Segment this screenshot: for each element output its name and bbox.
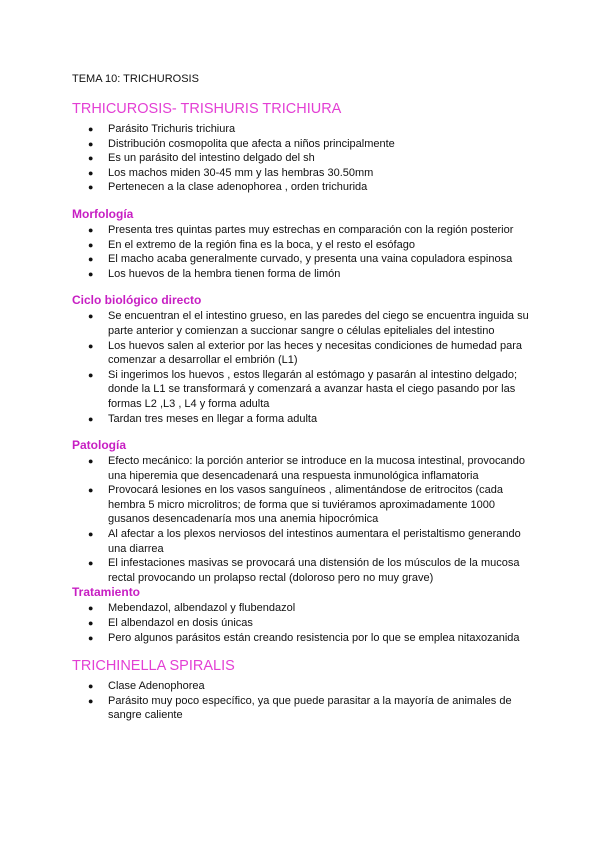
section-heading-morfologia: Morfología [72,206,134,221]
list-item: ● Parásito Trichuris trichiura [88,123,236,135]
list-item: ● Provocará lesiones en los vasos sanguíneos , alimentándose de eritrocitos (cada hembra 5 micro microlitros; de forma que si tuviéramos aproximadamente 1000 gusanos desencadenaría mos una anemia hipocrómica [88,484,504,526]
list-patologia [72,454,532,585]
bullet-icon: ● [88,239,94,250]
list-item: ● Los huevos de la hembra tienen forma de limón [88,267,341,280]
list-ciclo-biologico [72,309,532,426]
list-item: ● Mebendazol, albendazol y flubendazol [88,602,296,615]
bullet-icon: ● [88,340,94,351]
document-content [72,100,532,723]
document-title: TEMA 10: TRICHUROSIS [72,73,199,85]
list-item: ● En el extremo de la región fina es la boca, y el resto el esófago [88,238,415,251]
section-heading-trichurosis: TRHICUROSIS- TRISHURIS TRICHIURA [72,101,342,117]
list-tratamiento [72,601,532,645]
bullet-icon: ● [88,268,94,279]
bullet-icon: ● [88,529,94,540]
bullet-icon: ● [88,695,94,706]
section-heading-tratamiento: Tratamiento [72,585,141,600]
list-item: ● El albendazol en dosis únicas [88,617,253,630]
list-trichurosis [72,122,532,195]
list-item: ● El infestaciones masivas se provocará una distensión de los músculos de la mucosa rectal provocando un prolapso rectal (doloroso pero no muy grave) [88,557,520,584]
bullet-icon: ● [88,558,94,569]
bullet-icon: ● [88,311,94,322]
bullet-icon: ● [88,632,94,643]
bullet-icon: ● [88,681,94,692]
section-heading-trichinella: TRICHINELLA SPIRALIS [72,658,235,675]
list-item: ● Tardan tres meses en llegar a forma adulta [88,412,318,425]
bullet-icon: ● [88,254,94,265]
list-item: ● Parásito muy poco específico, ya que puede parasitar a la mayoría de animales de sangre caliente [88,694,512,722]
list-item: ● Al afectar a los plexos nerviosos del intestinos aumentara el peristaltismo generando una diarrea [88,528,521,555]
bullet-icon: ● [88,224,94,235]
bullet-icon: ● [88,167,94,178]
bullet-icon: ● [88,413,94,424]
list-item: ● Distribución cosmopolita que afecta a niños principalmente [88,137,395,150]
list-item: ● Es un parásito del intestino delgado del sh [88,152,315,165]
list-trichinella [72,679,532,723]
list-item: ● Se encuentran el el intestino grueso, en las paredes del ciego se encuentra inguida su parte anterior y comienzan a succionar sangre o células epiteliales del intestino [88,310,529,337]
list-item: ● Presenta tres quintas partes muy estrechas en comparación con la región posterior [88,223,514,236]
bullet-icon: ● [88,182,94,193]
bullet-icon: ● [88,456,94,467]
bullet-icon: ● [88,369,94,380]
bullet-icon: ● [88,124,94,134]
section-heading-patologia: Patología [72,438,127,453]
bullet-icon: ● [88,485,94,496]
bullet-icon: ● [88,138,94,149]
section-heading-ciclo-biologico: Ciclo biológico directo [72,293,202,308]
list-item: ● Si ingerimos los huevos , estos llegarán al estómago y pasarán al intestino delgado; donde la L1 se transformará y comenzará a avanzar hasta el ciego pasando por las formas L2 ,L3 , L4 y forma adulta [88,368,518,410]
list-item: ● Los machos miden 30-45 mm y las hembras 30.50mm [88,166,374,179]
bullet-icon: ● [88,153,94,164]
list-item: ● Pertenecen a la clase adenophorea , orden trichurida [88,181,368,194]
list-morfologia [72,223,532,281]
list-item: ● Los huevos salen al exterior por las heces y necesitas condiciones de humedad para comenzar a desarrollar el embrión (L1) [88,339,522,367]
list-item: ● Pero algunos parásitos están creando resistencia por lo que se emplea nitaxozanida [88,631,520,644]
bullet-icon: ● [88,618,94,629]
list-item: ● Clase Adenophorea [88,680,205,693]
bullet-icon: ● [88,603,94,614]
list-item: ● Efecto mecánico: la porción anterior se introduce en la mucosa intestinal, provocando una hiperemia que desencadenará una respuesta inmunológica inflamatoria [88,455,526,482]
list-item: ● El macho acaba generalmente curvado, y presenta una vaina copuladora espinosa [88,253,513,266]
